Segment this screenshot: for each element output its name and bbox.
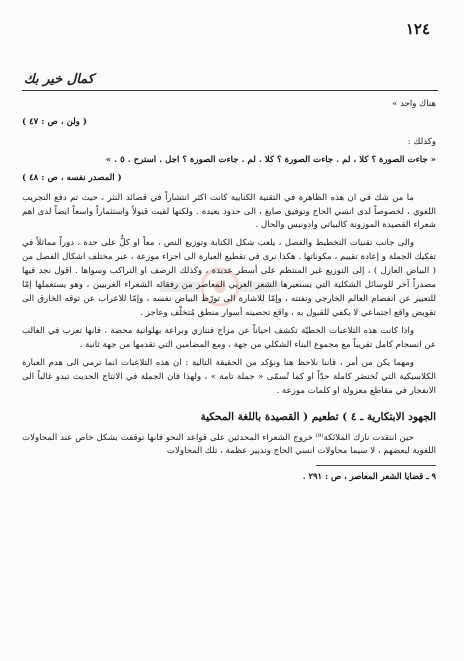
header-rule <box>22 90 438 91</box>
citation-text: ( المصدر نفسه ، ص : ٤٨ ) <box>22 172 122 183</box>
section-heading: الجهود الابتكارية ـ ٤ ) تطعيم ( القصيدة باللغة المحكية <box>200 410 436 423</box>
citation <box>22 172 436 186</box>
body-line: وكذلك : <box>407 136 436 147</box>
paragraph: حين انتقدت نازك الملائكة⁽⁹⁾ خروج الشعراء المحدثين على قواعد النحو فانها توقفت بشكل خاص عند المحاولات اللغوية لبعضهم ، لا سيما محاولات انسي الحاج وتدبير عظمة ، تلك المحاولات <box>22 432 436 457</box>
footnote-rule <box>316 465 436 466</box>
citation <box>22 116 436 130</box>
quoted-verse: « جاءت الصورة ؟ كلا ، لم . جاءت الصورة ؟ كلا . لم . جاءت الصورة ؟ اجل . استرح . ٥ . » <box>105 154 436 165</box>
footnote: ٩ ـ قضايا الشعر المعاصر ، ص : ٢٩١ . <box>302 471 436 482</box>
paragraph: ومهما يكن من أمر ، فاننا نلاحظ هنا ونؤكد من الحقيقة التالية : ان هذه التلاعبات انما ترمي الى هدم العبارة الكلاسيكية التي تُختصَر كاملة حدّاً او كما تُسمّى « جملة تامة » ، ولهذا فان الجملة في الانتاج الحديث تبدو غالباً الى الانفجار في مقاطع معزولة او كلمات موزعة . <box>22 357 436 396</box>
paragraph: والى جانب تقنيات التخطيط والفصل ، يلعب شكل الكتابة وتوزيع النص ، معاً او كلٌّ على حدة ، دوراً مماثلاً في تفكيك الجملة و إعادة تقييم ، مكوناتها . هكذا نرى في تقطيع العبارة الى اجزاء موزعة ، عبر مختلف اشكال الفصل من ( البياض العازل ) ، إلى التوزيع غير المنتظم على أسطر عديدة ، وكذلك الرصف او التراكب وسواها . اقول نجد فيها مصدراً آخر للوسائل الشكلية التي يستعيرها الشعر العربي المعاصر من رفقائه الشعراء الغربيين ، وهو يستعملها إمّا للتعبير عن انفصام العالم الخارجي وتفتته ، وإمّا للاشارة الى تورّط البياض نفسه ، وإمّا للاعراب عن توقه الخارق الى تقويض واقع اجتماعي لا يكفي للقبول به ، واقع تحصينه أسوار منطق مُتخلّف وعاجز . <box>22 238 436 318</box>
paragraph: ما من شك في ان هذه الظاهرة في التقنية الكتابية كانت اكثر انتشاراً في قصائد النثر ، حيث تم دفع التجريب اللغوي ، لخصوصاً لدى انسي الحاج وتوفيق صايغ ، الى حدود بعيدة . ولكنها لقيت قبولاً واستثماراً واسعاً ايضاً لدى اهم شعراء القصيدة الموزونة كالبياتي وادونيس والحال . <box>22 192 436 231</box>
citation-text: ( ولن ، ص : ٤٧ ) <box>22 116 87 127</box>
running-head: كمال خير بك <box>24 72 94 87</box>
page-number: ١٢٤ <box>405 20 430 38</box>
paragraph: واذا كانت هذه التلاعبات الخطيّة تكشف احياناً عن مزاج فنتازي وبراعة بهلوانية محضة ، فانها تعرب في الغالب عن انسجام كامل تقريباً مع مجموع البناء الشكلي من جهة ، ومع المضامين التي تقدمها من جهة ثانية . <box>22 325 436 350</box>
body-line: هناك واحد » <box>392 99 436 109</box>
page-content <box>22 98 436 484</box>
